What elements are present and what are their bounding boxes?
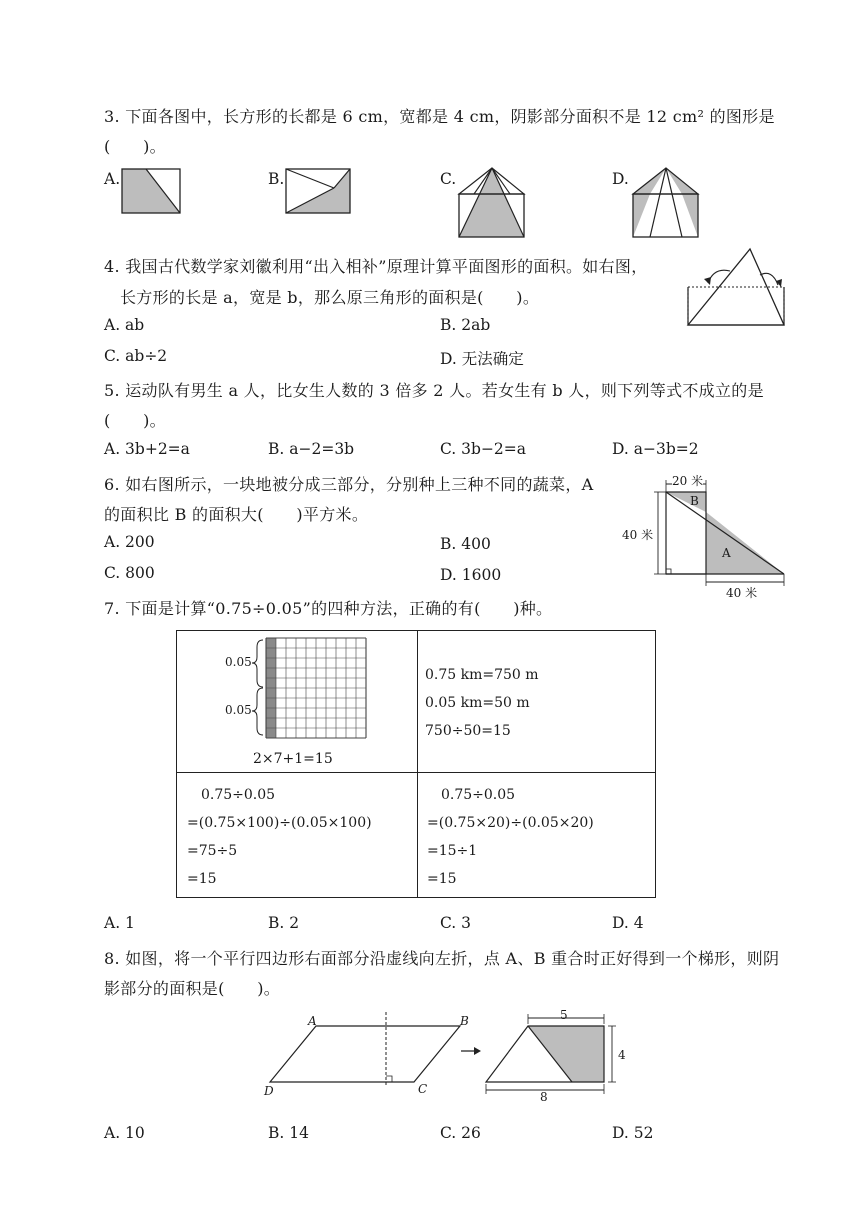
q3-figure-a xyxy=(120,166,184,216)
q4-option-b[interactable]: B. 2ab xyxy=(440,316,491,334)
q4-option-d[interactable]: D. 无法确定 xyxy=(440,350,524,368)
q6-option-b[interactable]: B. 400 xyxy=(440,535,491,553)
q8-line2: 影部分的面积是( )。 xyxy=(104,979,281,998)
q4-line2: 长方形的长是 a，宽是 b，那么原三角形的面积是( )。 xyxy=(120,288,540,307)
q7-cell1-label-lower: 0.05 xyxy=(225,703,252,717)
q5-line1: 5. 运动队有男生 a 人，比女生人数的 3 倍多 2 人。若女生有 b 人，则下列等式不成立的是 xyxy=(104,381,764,400)
q7-option-b[interactable]: B. 2 xyxy=(268,914,300,932)
q7-line1: 7. 下面是计算“0.75÷0.05”的四种方法，正确的有( )种。 xyxy=(104,599,553,618)
q8-label-d: D xyxy=(264,1084,274,1098)
q7-cell2-line3: 750÷50=15 xyxy=(425,723,511,739)
q3-figure-d xyxy=(630,164,702,240)
q5-option-b[interactable]: B. a−2=3b xyxy=(268,440,355,458)
q7-brace-lower xyxy=(251,687,265,737)
q7-option-d[interactable]: D. 4 xyxy=(612,914,644,932)
q8-option-d[interactable]: D. 52 xyxy=(612,1124,654,1142)
q8-label-c: C xyxy=(418,1082,428,1096)
q7-brace-upper xyxy=(251,639,265,689)
q8-trapezoid xyxy=(482,1008,632,1104)
q6-option-d[interactable]: D. 1600 xyxy=(440,566,502,584)
q7-cell4-line1: 0.75÷0.05 xyxy=(441,787,516,803)
q8-dim-side: 4 xyxy=(618,1048,626,1062)
q7-option-c[interactable]: C. 3 xyxy=(440,914,472,932)
q6-line2: 的面积比 B 的面积大( )平方米。 xyxy=(104,505,369,524)
q4-figure xyxy=(684,245,788,329)
q3-option-b[interactable]: B. xyxy=(268,170,285,188)
q3-option-a[interactable]: A. xyxy=(104,170,121,188)
q6-label-a: A xyxy=(722,546,731,560)
q4-option-c[interactable]: C. ab÷2 xyxy=(104,347,168,365)
q8-label-b: B xyxy=(460,1014,469,1028)
q8-option-b[interactable]: B. 14 xyxy=(268,1124,309,1142)
q8-option-a[interactable]: A. 10 xyxy=(104,1124,145,1142)
q7-cell3-line2: =(0.75×100)÷(0.05×100) xyxy=(187,815,372,831)
q5-line2: ( )。 xyxy=(104,411,166,430)
q3-line1: 3. 下面各图中，长方形的长都是 6 cm，宽都是 4 cm，阴影部分面积不是 12 cm² 的图形是 xyxy=(104,107,775,126)
q7-cell2-line1: 0.75 km=750 m xyxy=(425,667,539,683)
q4-option-a[interactable]: A. ab xyxy=(104,316,145,334)
q7-cell2-line2: 0.05 km=50 m xyxy=(425,695,530,711)
q7-cell1-formula: 2×7+1=15 xyxy=(253,751,333,767)
q7-cell4-line2: =(0.75×20)÷(0.05×20) xyxy=(427,815,594,831)
q4-line1: 4. 我国古代数学家刘徽利用“出入相补”原理计算平面图形的面积。如右图， xyxy=(104,257,648,276)
q3-line2: ( )。 xyxy=(104,137,166,156)
q6-dim-bottom: 40 米 xyxy=(726,586,758,600)
q7-cell4-line4: =15 xyxy=(427,871,457,887)
q3-figure-c xyxy=(456,164,528,240)
q7-cell1-label-upper: 0.05 xyxy=(225,655,252,669)
q3-option-d[interactable]: D. xyxy=(612,170,629,188)
q8-dim-bottom: 8 xyxy=(540,1090,548,1104)
q6-option-a[interactable]: A. 200 xyxy=(104,533,155,551)
q7-cell3-line4: =15 xyxy=(187,871,217,887)
q8-label-a: A xyxy=(308,1014,317,1028)
q5-option-d[interactable]: D. a−3b=2 xyxy=(612,440,699,458)
q6-label-b: B xyxy=(690,494,699,508)
q3-figure-b xyxy=(284,166,354,216)
q8-parallelogram xyxy=(262,1008,472,1098)
q7-cell4-line3: =15÷1 xyxy=(427,843,478,859)
q6-dim-top: 20 米 xyxy=(672,474,704,488)
q7-cell3-line1: 0.75÷0.05 xyxy=(201,787,276,803)
q8-arrow-icon xyxy=(460,1046,482,1056)
q7-cell3-line3: =75÷5 xyxy=(187,843,238,859)
q6-line1: 6. 如右图所示，一块地被分成三部分，分别种上三种不同的蔬菜，A xyxy=(104,475,594,494)
q3-option-c[interactable]: C. xyxy=(440,170,457,188)
q7-option-a[interactable]: A. 1 xyxy=(104,914,135,932)
q6-option-c[interactable]: C. 800 xyxy=(104,564,155,582)
q8-dim-top: 5 xyxy=(560,1008,568,1022)
q7-table xyxy=(176,630,656,898)
q7-grid xyxy=(265,637,367,739)
q5-option-c[interactable]: C. 3b−2=a xyxy=(440,440,527,458)
q8-option-c[interactable]: C. 26 xyxy=(440,1124,481,1142)
q5-option-a[interactable]: A. 3b+2=a xyxy=(104,440,190,458)
q8-line1: 8. 如图，将一个平行四边形右面部分沿虚线向左折，点 A、B 重合时正好得到一个梯形，则阴 xyxy=(104,949,780,968)
q6-dim-left: 40 米 xyxy=(622,528,654,542)
